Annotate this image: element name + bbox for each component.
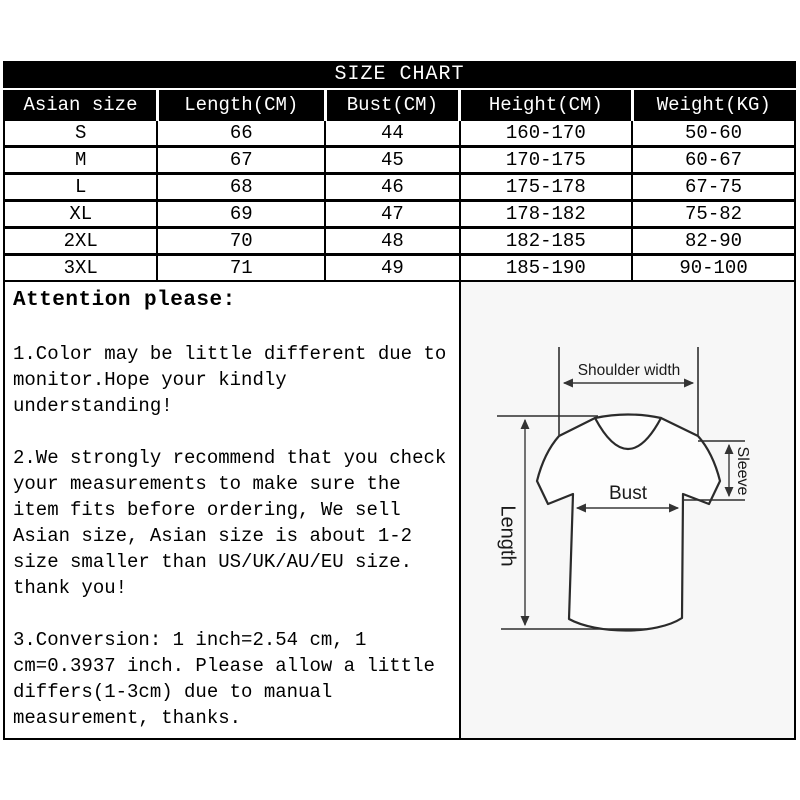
table-cell: XL — [4, 201, 157, 228]
size-chart-title: SIZE CHART — [334, 63, 465, 86]
size-table — [3, 90, 796, 282]
table-cell: 44 — [325, 120, 459, 147]
table-cell: 50-60 — [632, 120, 795, 147]
table-cell: 47 — [325, 201, 459, 228]
table-cell: 45 — [325, 147, 459, 174]
table-cell: 49 — [325, 255, 459, 282]
table-cell: 67-75 — [632, 174, 795, 201]
header-cell-bust: Bust(CM) — [325, 91, 459, 120]
shoulder-width-label: Shoulder width — [577, 362, 681, 379]
table-row-s — [4, 120, 795, 147]
table-cell: 66 — [157, 120, 325, 147]
table-row-2xl — [4, 228, 795, 255]
tshirt-outline — [537, 415, 720, 631]
table-cell: 178-182 — [460, 201, 632, 228]
table-cell: 185-190 — [460, 255, 632, 282]
sleeve-label: Sleeve — [733, 446, 751, 496]
table-cell: 68 — [157, 174, 325, 201]
size-chart-sheet — [3, 61, 796, 740]
table-row-m — [4, 147, 795, 174]
table-row-3xl — [4, 255, 795, 282]
table-cell: M — [4, 147, 157, 174]
table-cell: 46 — [325, 174, 459, 201]
table-cell: 3XL — [4, 255, 157, 282]
size-table-header-row — [4, 91, 795, 120]
bust-label: Bust — [608, 483, 648, 504]
table-cell: 48 — [325, 228, 459, 255]
note-color-difference: 1.Color may be little different due to monitor.Hope your kindly understanding! — [13, 343, 447, 417]
table-cell: 82-90 — [632, 228, 795, 255]
table-cell: S — [4, 120, 157, 147]
table-cell: L — [4, 174, 157, 201]
header-cell-height: Height(CM) — [460, 91, 632, 120]
note-conversion: 3.Conversion: 1 inch=2.54 cm, 1 cm=0.3937 inch. Please allow a little differs(1-3cm) due to manual measurement, thanks. — [13, 629, 435, 729]
table-cell: 90-100 — [632, 255, 795, 282]
attention-heading: Attention please: — [13, 289, 236, 312]
table-cell: 75-82 — [632, 201, 795, 228]
header-cell-weight: Weight(KG) — [632, 91, 795, 120]
header-cell-length: Length(CM) — [157, 91, 325, 120]
table-cell: 182-185 — [460, 228, 632, 255]
table-cell: 69 — [157, 201, 325, 228]
length-label: Length — [496, 505, 519, 567]
header-cell-asian-size: Asian size — [4, 91, 157, 120]
table-cell: 60-67 — [632, 147, 795, 174]
note-asian-size: 2.We strongly recommend that you check your measurements to make sure the item fits before ordering, We sell Asian size, Asian size is about 1-2 size smaller than US/UK/AU/EU size. thank you! — [13, 447, 447, 599]
tshirt-measurement-diagram — [461, 282, 794, 738]
table-cell: 71 — [157, 255, 325, 282]
table-row-l — [4, 174, 795, 201]
table-cell: 175-178 — [460, 174, 632, 201]
info-section — [3, 282, 796, 740]
table-cell: 170-175 — [460, 147, 632, 174]
table-row-xl — [4, 201, 795, 228]
table-cell: 67 — [157, 147, 325, 174]
measurement-diagram-panel — [461, 282, 794, 738]
attention-notes — [5, 282, 461, 738]
size-chart-title-bar — [3, 61, 796, 88]
table-cell: 160-170 — [460, 120, 632, 147]
table-cell: 2XL — [4, 228, 157, 255]
table-cell: 70 — [157, 228, 325, 255]
